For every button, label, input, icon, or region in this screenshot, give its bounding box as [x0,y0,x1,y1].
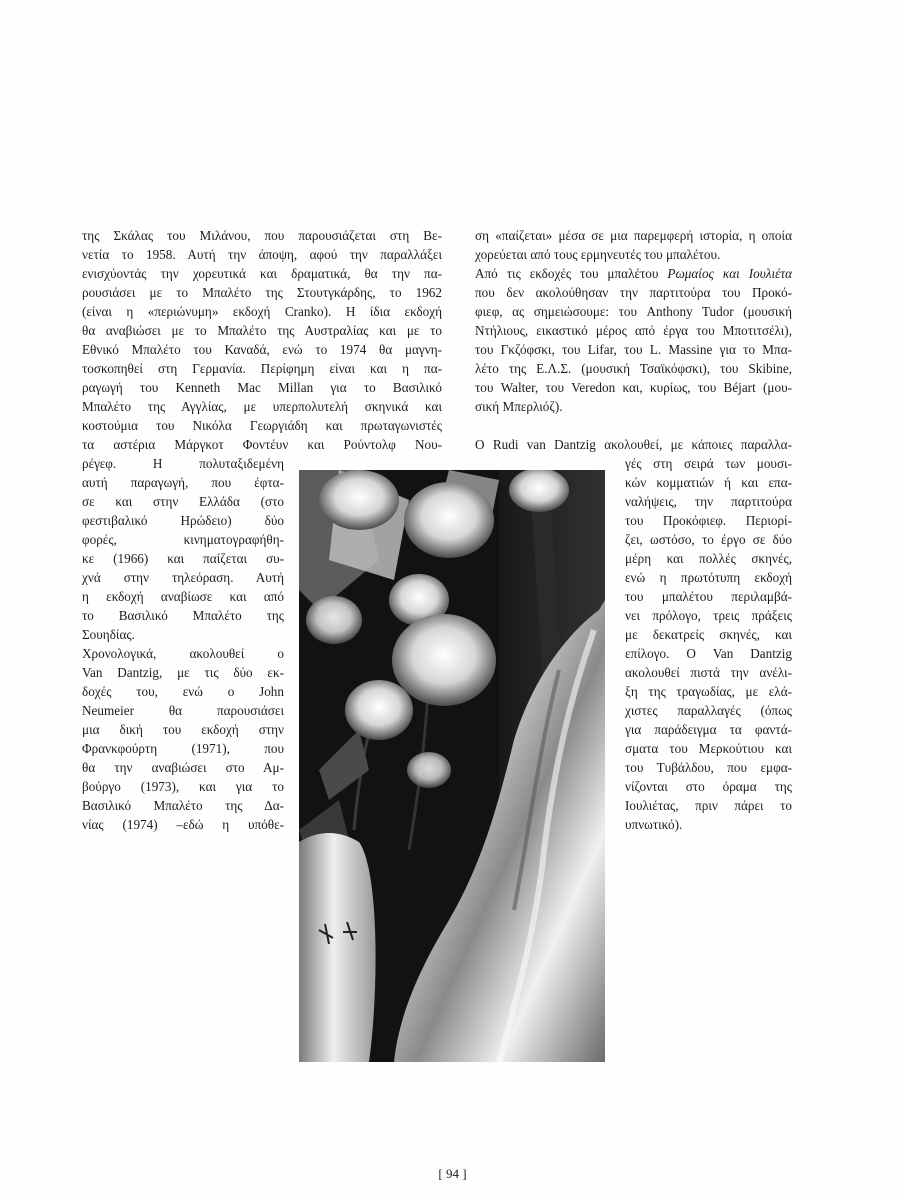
left-narrow-line: νίας (1974) –εδώ η υπόθε- [82,817,284,832]
left-narrow-line: χνά στην τηλεόραση. Αυτή [82,570,284,585]
right-narrow-line: για παράδειγμα τα φαντά- [625,722,792,737]
photo-illustration [299,470,605,1062]
left-column-line: (είναι η «περιώνυμη» εκδοχή Cranko). Η ίδια εκδοχή [82,304,442,319]
right-column-line: λέτο της Ε.Λ.Σ. (μουσική Τσαϊκόφσκι), του Skibine, [475,361,792,376]
right-column-line: ση «παίζεται» μέσα σε μια παρεμφερή ιστορία, η οποία [475,228,792,243]
right-column-line [475,264,792,283]
left-column-line: τα αστέρια Μάργκοτ Φοντέυν και Ρούντολφ Νου- [82,437,442,452]
right-narrow-line: Ιουλιέτας, πριν πάρει το [625,798,792,813]
left-column-line: Εθνικό Μπαλέτο του Καναδά, ενώ το 1974 θα μαγνη- [82,342,442,357]
left-narrow-line: φεστιβαλικό Ηρώδειο) δύο [82,513,284,528]
left-column-line: Μπαλέτο της Αγγλίας, με υπερπολυτελή σκηνικά και [82,399,442,414]
right-narrow-line: νίζονται στο όραμα της [625,779,792,794]
right-narrow-line: του Προκόφιεφ. Περιορί- [625,513,792,528]
right-narrow-line: ακολουθεί πιστά την ανέλι- [625,665,792,680]
right-narrow-line: κών κομματιών ή και επα- [625,475,792,490]
left-narrow-line: μια δική του εκδοχή στην [82,722,284,737]
left-narrow-line: κε (1966) και παίζεται συ- [82,551,284,566]
ballet-title: Ρωμαίος και Ιουλιέτα [667,266,792,281]
right-narrow-line: επίλογο. Ο Van Dantzig [625,646,792,661]
right-column-line: του Γκζόφσκι, του Lifar, του L. Massine για το Μπα- [475,342,792,357]
right-paragraph-first-line: Ο Rudi van Dantzig ακολουθεί, με κάποιες παραλλα- [475,437,792,452]
right-narrow-line: ενώ η πρωτότυπη εκδοχή [625,570,792,585]
right-narrow-line: σματα του Μερκούτιου και [625,741,792,756]
right-narrow-line: χιστες παραλλαγές (όπως [625,703,792,718]
left-narrow-line: η εκδοχή αναβίωσε και από [82,589,284,604]
right-column-line: του Walter, του Veredon και, κυρίως, του Béjart (μου- [475,380,792,395]
page-number: [ 94 ] [438,1166,467,1181]
right-narrow-line: νει πρόλογο, τρεις πράξεις [625,608,792,623]
left-narrow-line: δοχές του, ενώ ο John [82,684,284,699]
right-narrow-line: μέρη και πολλές σκηνές, [625,551,792,566]
left-column-line: τοσκοπηθεί στη Γερμανία. Περίφημη είναι και η πα- [82,361,442,376]
right-narrow-line: υπνωτικό). [625,817,683,832]
left-narrow-line: Σουηδίας. [82,627,135,642]
left-column-line: ρουσιάσει με το Μπαλέτο της Στουτγκάρδης, το 1962 [82,285,442,300]
left-narrow-line: Van Dantzig, με τις δύο εκ- [82,665,284,680]
right-line-prefix: Από τις εκδοχές του μπαλέτου [475,266,668,281]
left-column-line: ενισχύοντάς την χορευτικά και δραματικά, θα την πα- [82,266,442,281]
left-narrow-line: Βασιλικό Μπαλέτο της Δα- [82,798,284,813]
left-narrow-line: Neumeier θα παρουσιάσει [82,703,284,718]
left-narrow-line: το Βασιλικό Μπαλέτο της [82,608,284,623]
left-narrow-line: ρέγεφ. Η πολυταξιδεμένη [82,456,284,471]
left-narrow-line: Φρανκφούρτη (1971), που [82,741,284,756]
left-column-line: νετία το 1958. Αυτή την άποψη, αφού την παραλλάξει [82,247,442,262]
left-narrow-line: Χρονολογικά, ακολουθεί ο [82,646,284,661]
right-column-line: χορεύεται από τους ερμηνευτές του μπαλέτου. [475,247,721,262]
left-narrow-line: βούργο (1973), και για το [82,779,284,794]
left-column-line: θα αναβιώσει με το Μπαλέτο της Αυστραλίας και με το [82,323,442,338]
left-narrow-line: σε και στην Ελλάδα (στο [82,494,284,509]
right-narrow-line: ζει, ωστόσο, το έργο σε δύο [625,532,792,547]
left-narrow-line: θα την αναβιώσει στο Αμ- [82,760,284,775]
left-narrow-line: αυτή παραγωγή, που έφτα- [82,475,284,490]
right-narrow-line: γές στη σειρά των μουσι- [625,456,792,471]
right-narrow-line: με δεκατρείς σκηνές, και [625,627,792,642]
right-narrow-line: του Τυβάλδου, που εμφα- [625,760,792,775]
right-column-line: που δεν ακολούθησαν την παρτιτούρα του Προκό- [475,285,792,300]
right-column-line: σική Μπερλιόζ). [475,399,563,414]
right-narrow-line: του μπαλέτου περιλαμβά- [625,589,792,604]
still-life-photo [299,470,605,1062]
right-narrow-line: ξη της τραγωδίας, με ελά- [625,684,792,699]
left-narrow-line: φορές, κινηματογραφήθη- [82,532,284,547]
right-column-line: Ντήλιους, εικαστικό μέρος από έργα του Μποτιτσέλι), [475,323,792,338]
right-column-line: φιεφ, ας σημειώσουμε: του Anthony Tudor (μουσική [475,304,792,319]
left-column-line: κοστούμια του Νικόλα Γεωργιάδη και πρωταγωνιστές [82,418,442,433]
left-column-line: της Σκάλας του Μιλάνου, που παρουσιάζεται στη Βε- [82,228,442,243]
right-narrow-line: ναλήψεις, την παρτιτούρα [625,494,792,509]
left-column-line: ραγωγή του Kenneth Mac Millan για το Βασιλικό [82,380,442,395]
